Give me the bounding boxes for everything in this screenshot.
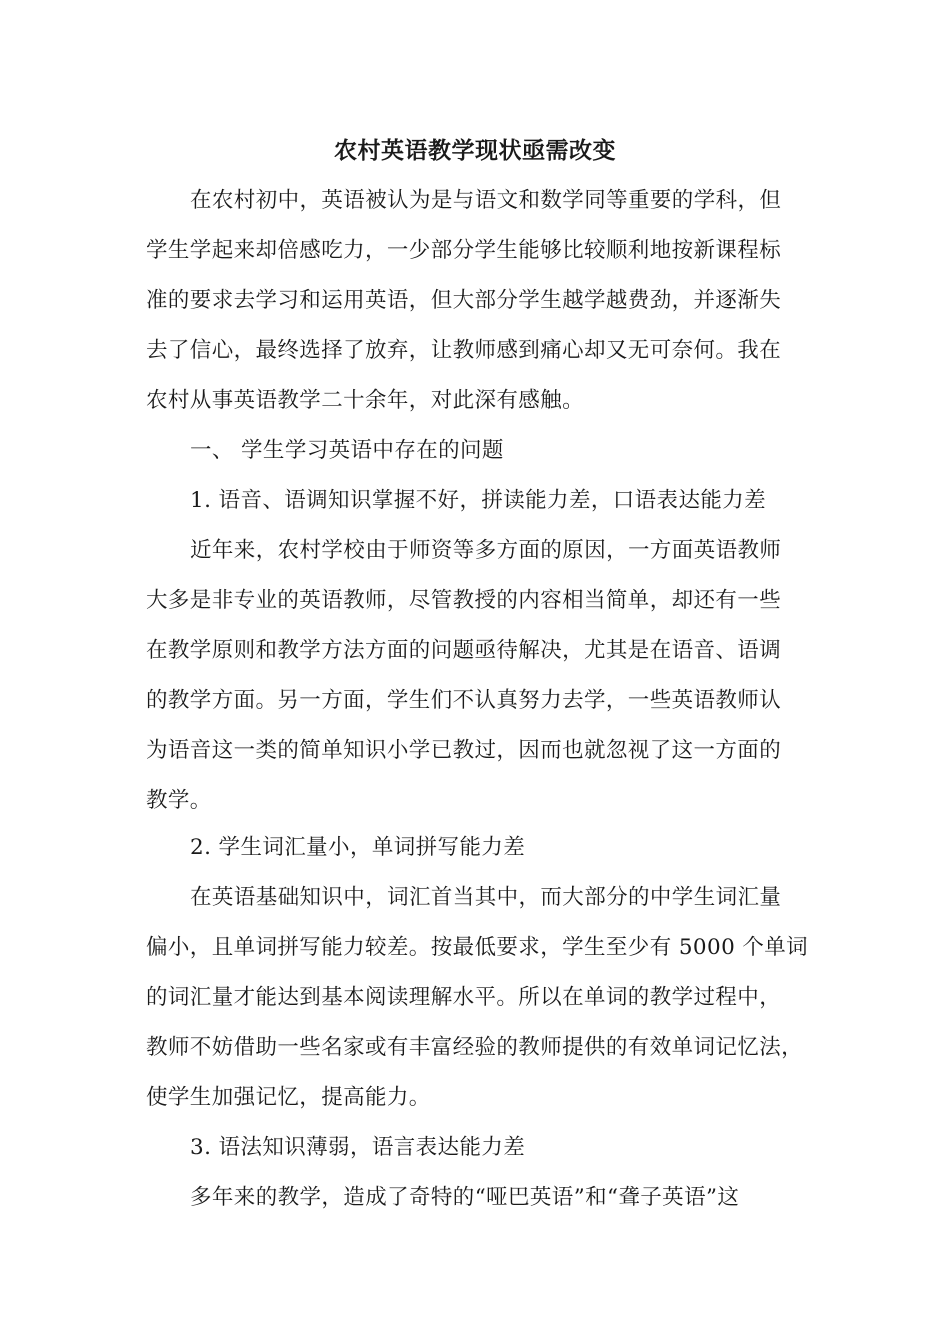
paragraph-line: 偏小，且单词拼写能力较差。按最低要求，学生至少有 5000 个单词 xyxy=(146,935,809,960)
paragraph-line: 多年来的教学，造成了奇特的“哑巴英语”和“聋子英语”这 xyxy=(190,1185,740,1210)
paragraph-line: 农村从事英语教学二十余年，对此深有感触。 xyxy=(146,388,585,413)
paragraph-line: 在英语基础知识中，词汇首当其中，而大部分的中学生词汇量 xyxy=(190,885,782,910)
paragraph-line: 近年来，农村学校由于师资等多方面的原因，一方面英语教师 xyxy=(190,538,782,563)
paragraph-line: 学生学起来却倍感吃力，一少部分学生能够比较顺利地按新课程标 xyxy=(146,238,782,263)
paragraph-line: 大多是非专业的英语教师，尽管教授的内容相当简单，却还有一些 xyxy=(146,588,782,613)
paragraph-line: 去了信心，最终选择了放弃，让教师感到痛心却又无可奈何。我在 xyxy=(146,338,782,363)
subsection-heading: 3. 语法知识薄弱，语言表达能力差 xyxy=(190,1135,526,1160)
paragraph-line: 教师不妨借助一些名家或有丰富经验的教师提供的有效单词记忆法， xyxy=(146,1035,804,1060)
paragraph-line: 教学。 xyxy=(146,788,212,813)
subsection-heading: 1. 语音、语调知识掌握不好，拼读能力差，口语表达能力差 xyxy=(190,488,767,513)
paragraph-line: 的教学方面。另一方面，学生们不认真努力去学，一些英语教师认 xyxy=(146,688,782,713)
subsection-heading: 2. 学生词汇量小，单词拼写能力差 xyxy=(190,835,526,860)
paragraph-line: 在教学原则和教学方法方面的问题亟待解决，尤其是在语音、语调 xyxy=(146,638,782,663)
paragraph-line: 为语音这一类的简单知识小学已教过，因而也就忽视了这一方面的 xyxy=(146,738,782,763)
paragraph-line: 使学生加强记忆，提高能力。 xyxy=(146,1085,431,1110)
paragraph-line: 的词汇量才能达到基本阅读理解水平。所以在单词的教学过程中， xyxy=(146,985,782,1010)
document-title: 农村英语教学现状亟需改变 xyxy=(334,137,616,164)
paragraph-line: 准的要求去学习和运用英语，但大部分学生越学越费劲，并逐渐失 xyxy=(146,288,782,313)
paragraph-line: 在农村初中，英语被认为是与语文和数学同等重要的学科，但 xyxy=(190,188,782,213)
section-heading: 一、 学生学习英语中存在的问题 xyxy=(190,438,504,463)
